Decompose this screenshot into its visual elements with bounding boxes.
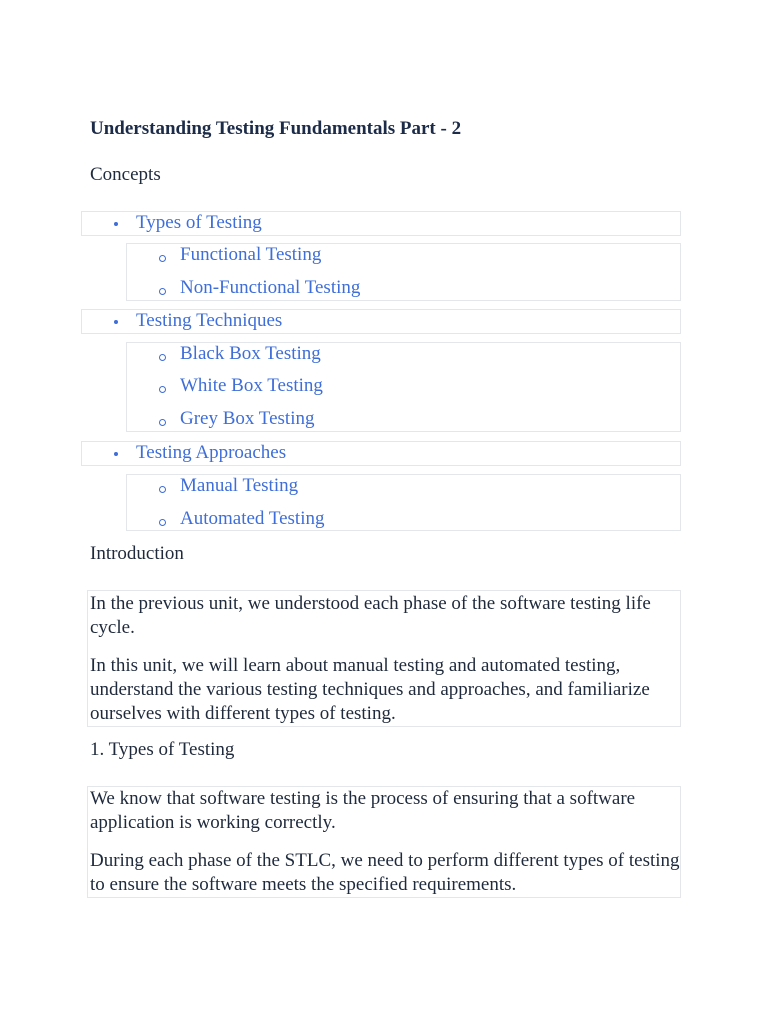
concept-link-types-of-testing[interactable]: Types of Testing [136,212,262,233]
subconcept-link-black-box-testing[interactable]: Black Box Testing [180,343,321,364]
bullet-disc-icon [114,222,118,226]
introduction-paragraph: In the previous unit, we understood each phase of the software testing life cycle. [90,593,651,638]
introduction-heading: Introduction [90,543,184,564]
bullet-circle-icon [159,386,166,393]
page-title: Understanding Testing Fundamentals Part - 2 [90,118,462,139]
section-heading-types-of-testing: 1. Types of Testing [90,739,235,760]
introduction-paragraph: In this unit, we will learn about manual testing and automated testing, understand the various testing techniques and approaches, and familiarize ourselves with different types of testing. [90,655,650,724]
bullet-circle-icon [159,255,166,262]
section-paragraph: We know that software testing is the process of ensuring that a software application is working correctly. [90,788,636,833]
bullet-circle-icon [159,354,166,361]
section-paragraph: During each phase of the STLC, we need to perform different types of testing to ensure the software meets the specified requirements. [90,850,680,895]
subconcept-link-manual-testing[interactable]: Manual Testing [180,475,299,496]
concept-link-testing-techniques[interactable]: Testing Techniques [136,310,283,331]
subconcept-link-grey-box-testing[interactable]: Grey Box Testing [180,408,315,429]
concept-link-testing-approaches[interactable]: Testing Approaches [136,442,287,463]
concepts-heading: Concepts [90,164,161,185]
bullet-circle-icon [159,519,166,526]
subconcept-link-non-functional-testing[interactable]: Non-Functional Testing [180,277,361,298]
bullet-circle-icon [159,486,166,493]
bullet-circle-icon [159,419,166,426]
bullet-disc-icon [114,452,118,456]
subconcept-link-white-box-testing[interactable]: White Box Testing [180,375,323,396]
bullet-disc-icon [114,320,118,324]
bullet-circle-icon [159,288,166,295]
subconcept-link-functional-testing[interactable]: Functional Testing [180,244,322,265]
subconcept-link-automated-testing[interactable]: Automated Testing [180,508,325,529]
